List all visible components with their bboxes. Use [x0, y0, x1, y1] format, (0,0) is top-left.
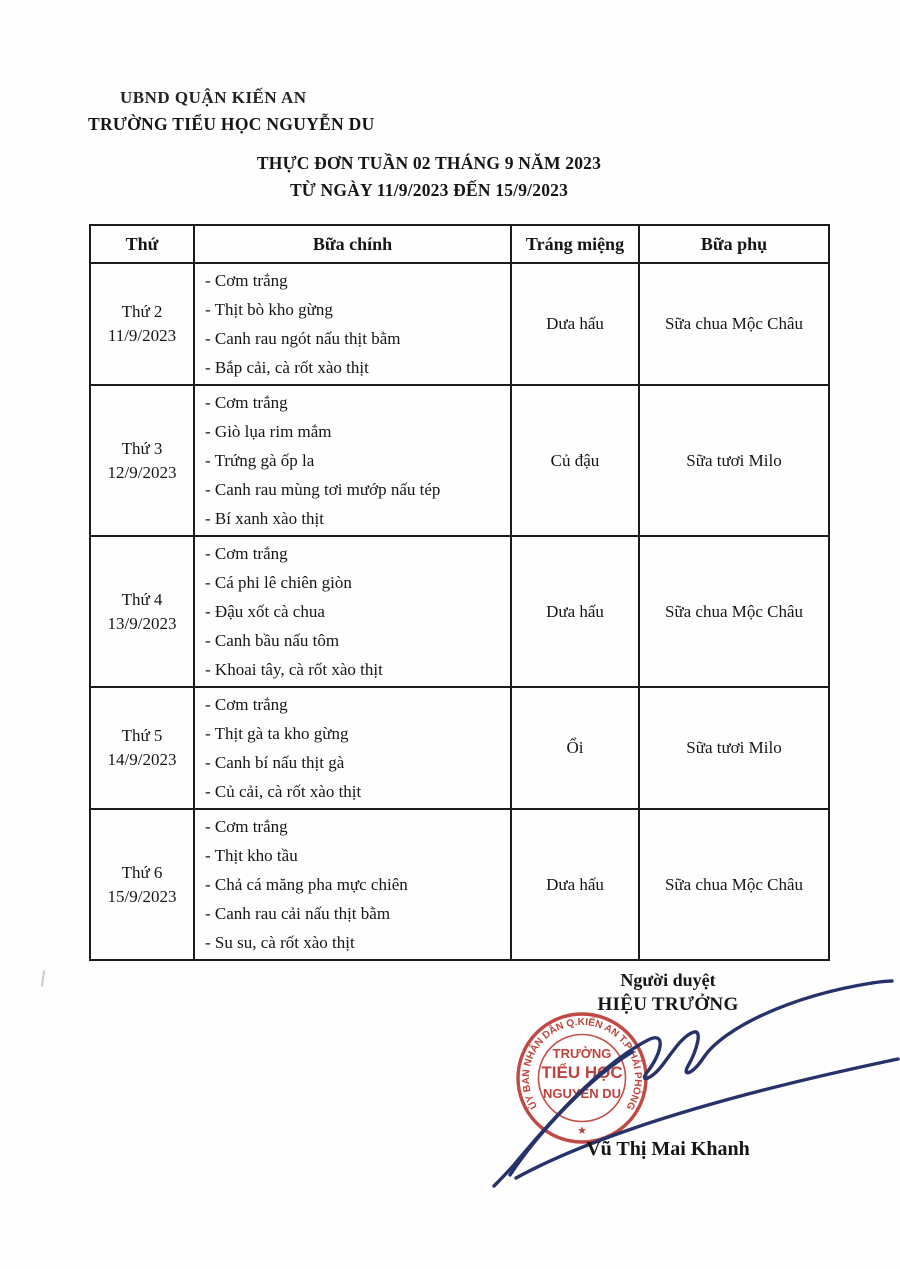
main-dishes-cell — [194, 687, 511, 809]
dessert-cell: Ổi — [511, 687, 639, 809]
dish-item: - Canh rau ngót nấu thịt bằm — [205, 329, 401, 348]
signer-name: Vũ Thị Mai Khanh — [586, 1138, 750, 1160]
day-label: Thứ 2 — [121, 302, 163, 321]
dish-item: - Su su, cà rốt xào thịt — [205, 933, 355, 952]
dish-item: - Canh bầu nấu tôm — [205, 631, 340, 650]
day-label: Thứ 3 — [121, 438, 163, 458]
day-label: Thứ 5 — [121, 726, 163, 745]
dish-item: - Cơm trắng — [205, 393, 288, 412]
dish-item: - Thịt gà ta kho gừng — [205, 724, 349, 743]
column-header-main-meal: Bữa chính — [194, 225, 511, 263]
dessert-cell: Dưa hấu — [511, 263, 639, 385]
column-header-day: Thứ — [90, 225, 194, 263]
side-meal-cell: Sữa tươi Milo — [639, 385, 829, 536]
column-header-dessert: Tráng miệng — [511, 225, 639, 263]
day-label: Thứ 6 — [121, 862, 163, 882]
dish-item: - Cơm trắng — [205, 544, 288, 563]
org-name-school: TRƯỜNG TIỂU HỌC NGUYỄN DU — [88, 114, 375, 134]
menu-row-wednesday — [90, 536, 829, 687]
dish-item: - Canh bí nấu thịt gà — [205, 753, 345, 772]
dish-item: - Khoai tây, cà rốt xào thịt — [205, 660, 383, 679]
column-header-side-meal: Bữa phụ — [639, 225, 829, 263]
day-date: 13/9/2023 — [107, 613, 177, 633]
day-cell — [90, 385, 194, 536]
day-date: 11/9/2023 — [107, 326, 177, 345]
side-meal-cell: Sữa tươi Milo — [639, 687, 829, 809]
stamp-ring-text: ỦY BAN NHÂN DÂN Q.KIẾN AN T.P HẢI PHÒNG — [520, 1016, 644, 1112]
day-cell — [90, 536, 194, 687]
dish-item: - Cơm trắng — [205, 695, 288, 714]
stamp-center-line1: TRƯỜNG — [552, 1046, 612, 1061]
approver-title: HIỆU TRƯỞNG — [597, 994, 739, 1015]
day-date: 15/9/2023 — [107, 886, 177, 906]
main-dishes-cell — [194, 263, 511, 385]
day-cell — [90, 809, 194, 960]
stamp-center-line2: TIỂU HỌC — [541, 1063, 623, 1082]
dish-item: - Bí xanh xào thịt — [205, 509, 324, 528]
menu-table — [89, 224, 830, 961]
org-header — [88, 84, 375, 138]
main-dishes-cell — [194, 809, 511, 960]
day-cell — [90, 687, 194, 809]
dish-item: - Giò lụa rim mắm — [205, 422, 332, 441]
side-meal-cell: Sữa chua Mộc Châu — [639, 536, 829, 687]
approver-label: Người duyệt — [620, 970, 716, 990]
dish-item: - Cơm trắng — [205, 271, 288, 290]
dish-item: - Thịt bò kho gừng — [205, 300, 333, 319]
day-date: 14/9/2023 — [107, 750, 177, 769]
day-label: Thứ 4 — [121, 589, 163, 609]
dish-item: - Củ cải, cà rốt xào thịt — [205, 782, 362, 801]
main-dishes-cell — [194, 385, 511, 536]
menu-row-thursday — [90, 687, 829, 809]
dish-item: - Bắp cải, cà rốt xào thịt — [205, 358, 369, 377]
dessert-cell: Dưa hấu — [511, 536, 639, 687]
dish-item: - Chả cá măng pha mực chiên — [205, 875, 408, 894]
day-date: 12/9/2023 — [107, 462, 177, 482]
dessert-cell: Dưa hấu — [511, 809, 639, 960]
dish-item: - Trứng gà ốp la — [205, 451, 315, 470]
day-cell — [90, 263, 194, 385]
dish-item: - Đậu xốt cà chua — [205, 602, 325, 621]
stamp-center-line3: NGUYỄN DU — [542, 1086, 622, 1101]
dish-item: - Cơm trắng — [205, 817, 288, 836]
stamp-star-icon: ★ — [577, 1125, 587, 1137]
dish-item: - Canh rau cải nấu thịt bằm — [205, 904, 391, 923]
menu-table-header-row — [90, 225, 829, 263]
menu-date-range: TỪ NGÀY 11/9/2023 ĐẾN 15/9/2023 — [289, 180, 569, 200]
side-meal-cell: Sữa chua Mộc Châu — [639, 809, 829, 960]
side-meal-cell: Sữa chua Mộc Châu — [639, 263, 829, 385]
menu-row-tuesday — [90, 385, 829, 536]
menu-row-monday — [90, 263, 829, 385]
main-dishes-cell — [194, 536, 511, 687]
org-name-parent: UBND QUẬN KIẾN AN — [120, 88, 307, 107]
scan-artifact-mark — [41, 970, 45, 987]
dessert-cell: Củ đậu — [511, 385, 639, 536]
menu-title: THỰC ĐƠN TUẦN 02 THÁNG 9 NĂM 2023 — [256, 153, 602, 173]
dish-item: - Canh rau mùng tơi mướp nấu tép — [205, 480, 441, 499]
dish-item: - Thịt kho tầu — [205, 846, 298, 865]
dish-item: - Cá phi lê chiên giòn — [205, 573, 352, 592]
menu-title-block — [0, 150, 858, 204]
menu-row-friday — [90, 809, 829, 960]
